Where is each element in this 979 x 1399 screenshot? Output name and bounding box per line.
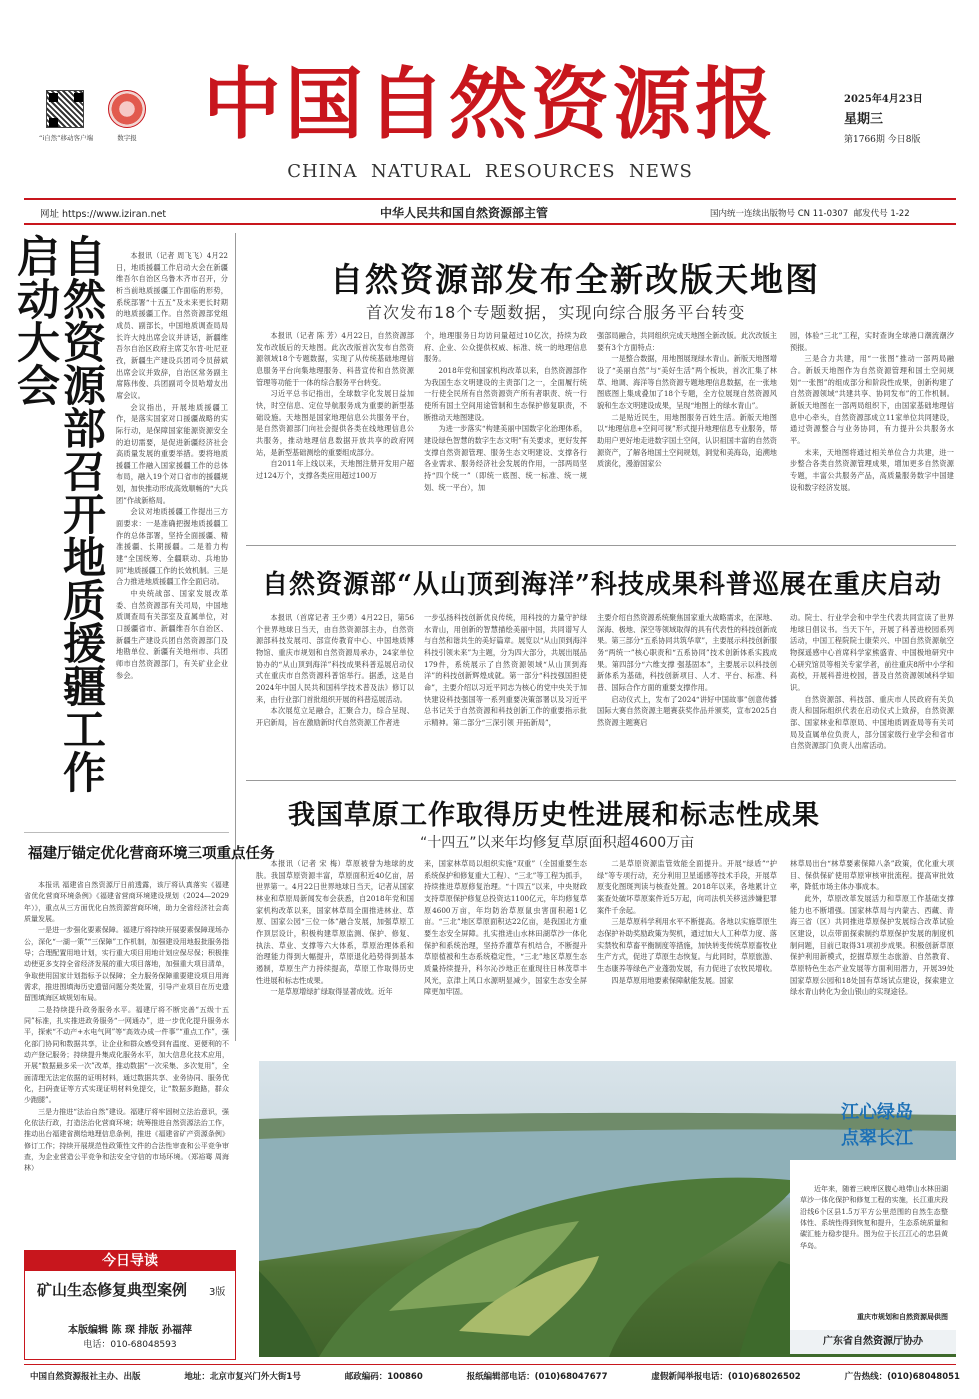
fujian-p2: 一是进一步强化要素保障。福建厅将持续开展要素保障现场办公，深化“一湖一策”“三保障”工作机制，加强建设用地报批服务指导；合理配置用地计划，实行重大项目用地计划应保尽保；积极推动使更多支持全省经济发展的重大项目落地，加强重大项目清单，争取使用国家计划指标予以保障；全力服务保障重要建设项目用海需求，推进围填海历史遗留问题分类处置，引导产业项目在历史遗留围填海区域规划布局。 bbox=[24, 926, 229, 1003]
fujian-p1: 本报讯 福建省自然资源厅日前透露，该厅将认真落实《福建省优化营商环境条例》《福建省营商环境建设规划（2024—2029年）》，重点从三方面优化自然资源营商环境，助力全省经济社会高质量发展。 bbox=[24, 881, 229, 923]
footer-report: 虚假新闻举报电话：(010)68026502 bbox=[651, 1372, 801, 1382]
a3-c3: 二是草原资源监管效能全面提升。开展“绿盾”“护绿”等专项行动，充分利用卫星遥感等技术手段，开展草原变化图斑判读与核查处置。2018年以来，各地累计立案查处破坏草原案件近5万起，向司法机关移送涉嫌犯罪案件千余起。 bbox=[597, 859, 777, 915]
fujian-headline: 福建厅锚定优化营商环境三项重点任务 bbox=[28, 845, 275, 862]
a1-c3: 强部局融合，共同组织完成天地图全新改版。此次改版主要有3个方面特点： bbox=[597, 331, 777, 352]
a2-c3b: 启动仪式上，发布了2024“讲好中国故事”创意传播国际大赛自然资源主题赛获奖作品并颁奖，宣布2025自然资源主题赛启 bbox=[597, 694, 777, 727]
a3-c1b: 一是草原增绿扩绿取得显著成效。近年 bbox=[270, 987, 393, 997]
left-p4: 中央统战部、国家发展改革委、自然资源部有关司局，中国地质调查局有关部室及直属单位，对口援疆省市、新疆维吾尔自治区、新疆生产建设兵团自然资源部门及地勘单位、新疆有关地州市、兵团师市自然资源部门，有关矿业企业参会。 bbox=[116, 589, 228, 680]
editor-credits: 本版编辑 陈 琛 排版 孙福萍 bbox=[68, 1325, 192, 1336]
footer-bar bbox=[30, 1370, 960, 1382]
daodu-page: 3版 bbox=[209, 1287, 226, 1298]
a1-c2: 个，地理服务日均访问量超过10亿次，持续为政府、企业、公众提供权威、标准、统一的地理信息服务。 bbox=[424, 331, 587, 364]
footer-newsroom: 报纸编辑部电话：(010)68047677 bbox=[466, 1372, 608, 1382]
daodu-item[interactable]: 矿山生态修复典型案例 bbox=[37, 1281, 188, 1299]
masthead-title-en: CHINA NATURAL RESOURCES NEWS bbox=[287, 161, 693, 182]
a1-c4c: 未来，天地图将通过相关单位合力共建，进一步整合各类自然资源管理成果，增加更多自然资源专题，丰富公共服务产品，高质量服务数字中国建设和数字经济发展。 bbox=[790, 447, 954, 492]
a2-c4b: 自然资源部、科技部、重庆市人民政府有关负责人和国际组织代表在启动仪式上致辞，自然资源部、国家林业和草原局、中国地质调查局等有关司局及直属单位负责人，部分国家级行业学会和省市自然资源部门负责人出席活动。 bbox=[790, 694, 954, 751]
qr1-caption: “i自然”移动客户端 bbox=[38, 134, 94, 142]
a3-c3b: 三是草原科学利用水平不断提高。各地以实施草原生态保护补助奖励政策为契机，通过加大人工种草力度、落实禁牧和草畜平衡制度等措施，加快转变传统草原畜牧业生产方式，促进了草原生态恢复。与此同时，草原旅游、生态康养等绿色产业蓬勃发展，有力促进了农牧民增收。 bbox=[597, 917, 777, 973]
a1-headline: 自然资源部发布全新改版天地图 bbox=[330, 260, 820, 299]
serial-number: 国内统一连续出版物号 CN 11-0307 邮发代号 1-22 bbox=[710, 209, 910, 219]
a3-c2: 来，国家林草局以组织实施“双重”（全国重要生态系统保护和修复重大工程）、“三北”等工程为抓手，持续推进草原修复治理。“十四五”以来，中央财政支持草原保护修复总投资达1100亿元，年均修复草原4600万亩，年均防治草原鼠虫害面积超1亿亩。“三北”地区草原面积达22亿亩，是我国北方重要生态安全屏障。扎实推进山水林田湖草沙一体化保护和系统治理，坚持乔灌草有机结合，不断提升草原植被和生态系统稳定性，“三北”地区草原生态质量持续提升，科尔沁沙地正在重现往日林茂草丰风光，京津上风口水源明显减少，国家生态安全屏障更加牢固。 bbox=[424, 859, 587, 997]
a1-c3b: 一是整合数据，用地图展现绿水青山。新版天地图增设了“美丽自然”与“美好生活”两个板块，首次汇集了林草、地调、海洋等自然资源专题地理信息数据，在一张地图底图上集成叠加了18个专题，全方位展现自然资源风貌和生态文明建设成果，呈现“地图上的绿水青山”。 bbox=[597, 354, 777, 410]
editor-phone: 电话：010-68048593 bbox=[83, 1340, 177, 1350]
a2-c1: 本报讯（首席记者 王少勇）4月22日，第56个世界地球日当天，由自然资源部主办，自然资源部科技发展司、部宣传教育中心、中国地质博物馆、重庆市规划和自然资源局承办，24家单位协办的“从山顶到海洋”科技成果科普巡展启动仪式在重庆市自然资源科普馆举行。据悉，这是自2024年中国人民共和国科学技术普及法》修订以来，由行业部门首批组织开展的科普巡展活动。 bbox=[256, 613, 414, 704]
a1-c2b: 2018年党和国家机构改革以来，自然资源部作为我国生态文明建设的主责部门之一，全面履行统一行使全民所有自然资源资产所有者职责、统一行使所有国土空间用途管制和生态保护修复职责，不断推动天地图建设。 bbox=[424, 365, 587, 422]
photo-credit: 重庆市规划和自然资源局供图 bbox=[857, 1312, 948, 1321]
qr2-caption: 数字报 bbox=[117, 134, 137, 142]
a1-c3c: 二是贴近民生，用地图服务百姓生活。新版天地图以“地理信息+空间可视”形式提升地理信息专业服务，帮助用户更好地走进数字国土空间，认识祖国丰富的自然资源资产，了解各地国土空间规划，洞觉和美海岛，追溯地质演化，漫游国家公 bbox=[597, 412, 777, 469]
a1-c1b: 习近平总书记指出，全球数字化发展日益加快，时空信息、定位导航服务成为重要的新型基础设施。天地图是国家地理信息公共服务平台，是自然资源部门向社会提供各类在线地理信息公共服务，推动地理信息数据开放共享的政府网站，是新型基础测绘的重要组成部分。 bbox=[256, 389, 414, 457]
footer-ad-hotline: 广告热线：(010)68048051 bbox=[844, 1372, 960, 1382]
masthead-title: 中国自然资源报 bbox=[202, 59, 777, 150]
left-p3: 会议对地质援疆工作提出三方面要求：一是准确把握地质援疆工作的总体部署，坚持全面援疆、精准援疆、长期援疆。二是着力构建“全国统筹、全疆联动、兵地协同”地质援疆工作的长效机制。三是合力推进地质援疆工作全面启动。 bbox=[116, 507, 228, 587]
left-p2: 会议指出，开展地质援疆工作，是落实国家对口援疆战略的实际行动，是保障国家能源资源安全的迫切需要，是促进新疆经济社会高质量发展的重要举措。要将地质援疆工作融入国家援疆工作的总体布局，融入19个对口省市的援疆规划，加快推动形成高效顺畅的“大兵团”作战新格局。 bbox=[116, 402, 228, 505]
fujian-p4: 三是力推进“法治自然”建设。福建厅将牢固树立法治意识，强化依法行政，打造法治化营商环境；统筹推进自然资源法治工作，推动出台福建省测绘地理信息条例，推进《福建省矿产资源条例》修订工作；持续开展规范性政策性文件的合法性审查和公平竞争审查，为企业营造公平竞争和法安全守信的市场环境。（郑裕骞 周海林） bbox=[24, 1107, 229, 1173]
a3-c3c: 四是草原用地要素保障献能发展。国家 bbox=[611, 975, 734, 985]
website-link[interactable]: 网址 https://www.iziran.net bbox=[40, 209, 167, 220]
photo-title-2: 点翠长江 bbox=[841, 1128, 913, 1149]
a1-c4: 园，体验“三北”工程，实时查询全球港口潮流潮汐预报。 bbox=[790, 331, 954, 352]
a3-c4: 林草局出台“林草要素保障八条”政策，优化重大项目、保供保矿使用草原审核审批流程。提高审批效率，降低市场主体办事成本。 bbox=[790, 859, 954, 892]
a2-c1b: 本次展览立足融合，汇聚合力，综合呈现、开启新局，旨在激励新时代自然资源工作者进 bbox=[256, 706, 414, 727]
issue-number: 第1766期 今日8版 bbox=[844, 135, 921, 145]
a2-c3: 主要介绍自然资源系统聚焦国家重大战略需求，在深地、深海、极地、深空等领域取得的具有代表性的科技创新成果。第三部分“五系协同共筑华章”，主要展示科技创新服务“两统一”核心职责和“五系协同”技术创新体系实践成果。第四部分“六维支撑 强基固本”，主要展示以科技创新体系为基础，科技创新项目、人才、平台、标准、科普、国际合作方面的重要支撑作用。 bbox=[597, 613, 777, 692]
issue-date: 2025年4月23日 bbox=[844, 94, 923, 105]
a1-c1: 本报讯（记者 陈 芳）4月22日，自然资源部发布改版后的天地图。此次改版首次发布自然资源领域18个专题数据，实现了从传统基础地理信息服务平台向集地理服务、科普宣传和自然资源管理等功能于一体的综合服务平台转变。 bbox=[256, 331, 414, 387]
issue-weekday: 星期三 bbox=[844, 112, 884, 127]
sponsor: 中华人民共和国自然资源部主管 bbox=[380, 206, 549, 220]
a3-subhead: “十四五”以来年均修复草原面积超4600万亩 bbox=[420, 835, 695, 851]
a1-c4b: 三是合力共建，用“一张图”推动一部两局融合。新版天地图作为自然资源管理和国土空间规划“一张图”的组成部分和阶段性成果，创新构建了自然资源领域“共建共享、协同发布”的工作机制。新版天地图在一部两局组织下，由国家基础地理信息中心牵头，自然资源部成立11家单位共同建设，通过资源整合与业务协同，有力提升公共服务水平。 bbox=[790, 354, 954, 445]
left-p1: 本报讯（记者 周飞飞）4月22日，地质援疆工作启动大会在新疆维吾尔自治区乌鲁木齐市召开，分析当前地质援疆工作面临的形势，系统部署“十五五”及未来更长时期的地质援疆工作。自然资源部党组成员、副部长，中国地质调查局局长许大纯出席会议并讲话，新疆维吾尔自治区政府主席艾尔肯·吐尼亚孜，新疆生产建设兵团司令员薛斌出席会议并致辞，自治区常务副主席陈伟俊、兵团副司令员哈增友出席会议。 bbox=[116, 251, 228, 400]
footer-address: 地址：北京市复兴门外大街1号 bbox=[184, 1372, 301, 1382]
vertical-headline: 自然资源部召开地质援疆工作启动大会 bbox=[10, 234, 106, 793]
qr-code-app[interactable] bbox=[46, 90, 84, 128]
a1-c2c: 为进一步落实“构建美丽中国数字化治理体系，建设绿色智慧的数字生态文明”有关要求，更好发挥支撑自然资源管理、服务生态文明建设、支撑各行各业需求、服务经济社会发展的作用，一部两局坚持“四个统一”（即统一底图、统一标准、统一规划、统一平台），加 bbox=[424, 424, 587, 492]
a2-c4: 动。院士、行业学会和中学生代表共同宣读了世界地球日倡议书。当天下午，开展了科普进校园系列活动，中国工程院院士康荣兴、中国自然资源航空物探遥感中心首席科学家熊盛青、中国极地研究中心研究馆员等相关专家学者，前往重庆8所中小学和高校，开展科普进校园，普及自然资源领域科学知识。 bbox=[790, 613, 954, 692]
daodu-title: 今日导读 bbox=[25, 1251, 235, 1271]
a1-c1c: 自2011年上线以来，天地图注册开发用户超过124万个，支撑各类应用超过100万 bbox=[256, 459, 414, 480]
a3-c1: 本报讯（记者 宋 梅）草原被誉为地球的皮肤。我国草原资源丰富，草原面积近40亿亩，居世界第一。4月22日世界地球日当天，记者从国家林业和草原局新闻发布会获悉，自2018年党和国家机构改革以来，国家林草局全面推进林业、草原、国家公园“三位一体”融合发展，加强草原工作顶层设计，积极构建草原监测、保护、修复、执法、草业、支撑等六大体系，草原治理体系和治理能力得到大幅提升，草原退化趋势得到基本遏制，草原生产力持续提高，草原工作取得历史性进展和标志性成果。 bbox=[256, 859, 414, 985]
cohost-note: 广东省自然资源厅协办 bbox=[790, 1330, 956, 1354]
a2-headline: 自然资源部“从山顶到海洋”科技成果科普巡展在重庆启动 bbox=[262, 570, 942, 600]
a3-headline: 我国草原工作取得历史性进展和标志性成果 bbox=[288, 800, 820, 831]
a3-c4b: 此外，草原改革发展活力和草原工作基础支撑能力也不断增强。国家林草局与内蒙古、西藏、青海三省（区）共同推进草原保护发展综合改革试验区建设，以点带面探索制约草原保护发展的制度机制问题，目前已取得31项初步成果。积极创新草原保护利用新模式，挖掘草原生态旅游、自然教育、草原特色生态产业发展等方面利用潜力，开展39处国家草原公园和18处国有草场试点建设，探索建立绿水青山转化为金山银山的实现途径。 bbox=[790, 893, 954, 997]
footer-publisher: 中国自然资源报社主办、出版 bbox=[30, 1372, 141, 1382]
fujian-p3: 二是持续提升政务服务水平。福建厅将不断完善“五级十五同”标准，扎实推进政务服务“一网通办”，进一步优化提升服务水平，探索“不动产+水电气网”等“高效办成一件事”“重点工作”，强化部门协同和数据共享，让企业和群众感受到有温度、更便利的不动产登记服务；持续提升集成化服务水平，加大信息化技术应用，开展“数据最多采一次”改革，推动数据“一次采集、多次复用”，全面清理无法定依据的证明材料，通过数据共享、业务协同、服务优化，扫码查证等方式实现证明材料免提交，让“数据多跑路，群众少跑腿”。 bbox=[24, 1005, 229, 1105]
digital-edition-badge[interactable] bbox=[108, 90, 146, 128]
photo-title-1: 江心绿岛 bbox=[841, 1102, 913, 1123]
footer-postcode: 邮政编码：100860 bbox=[344, 1372, 423, 1382]
photo-caption: 近年来，随着三峡库区腹心地带山水林田湖草沙一体化保护和修复工程的实施，长江重庆段沿线6个区县1.5万平方公里范围的自然生态整体性、系统性得到恢复和提升，生态系统质量和碳汇能力稳步提升。图为位于长江江心的忠县黄华岛。 bbox=[800, 1185, 948, 1250]
a2-c2: 一步弘扬科技创新优良传统，用科技的力量守护绿水青山，用创新的智慧描绘美丽中国，共同谱写人与自然和谐共生的美好篇章。展览以“从山顶到海洋 科技引领未来”为主题，分为四大部分，共展出展品179件，系统展示了自然资源领域“从山顶到海洋”的科技创新辉煌成就。第一部分“科技强国担使命”，主要介绍以习近平同志为核心的党中央关于加快建设科技强国等一系列重要决策部署以及习近平总书记关于自然资源和科技创新工作的重要指示批示精神。第二部分“三深引领 开拓新局”， bbox=[424, 613, 587, 727]
a1-subhead: 首次发布18个专题数据，实现向综合服务平台转变 bbox=[366, 303, 746, 322]
